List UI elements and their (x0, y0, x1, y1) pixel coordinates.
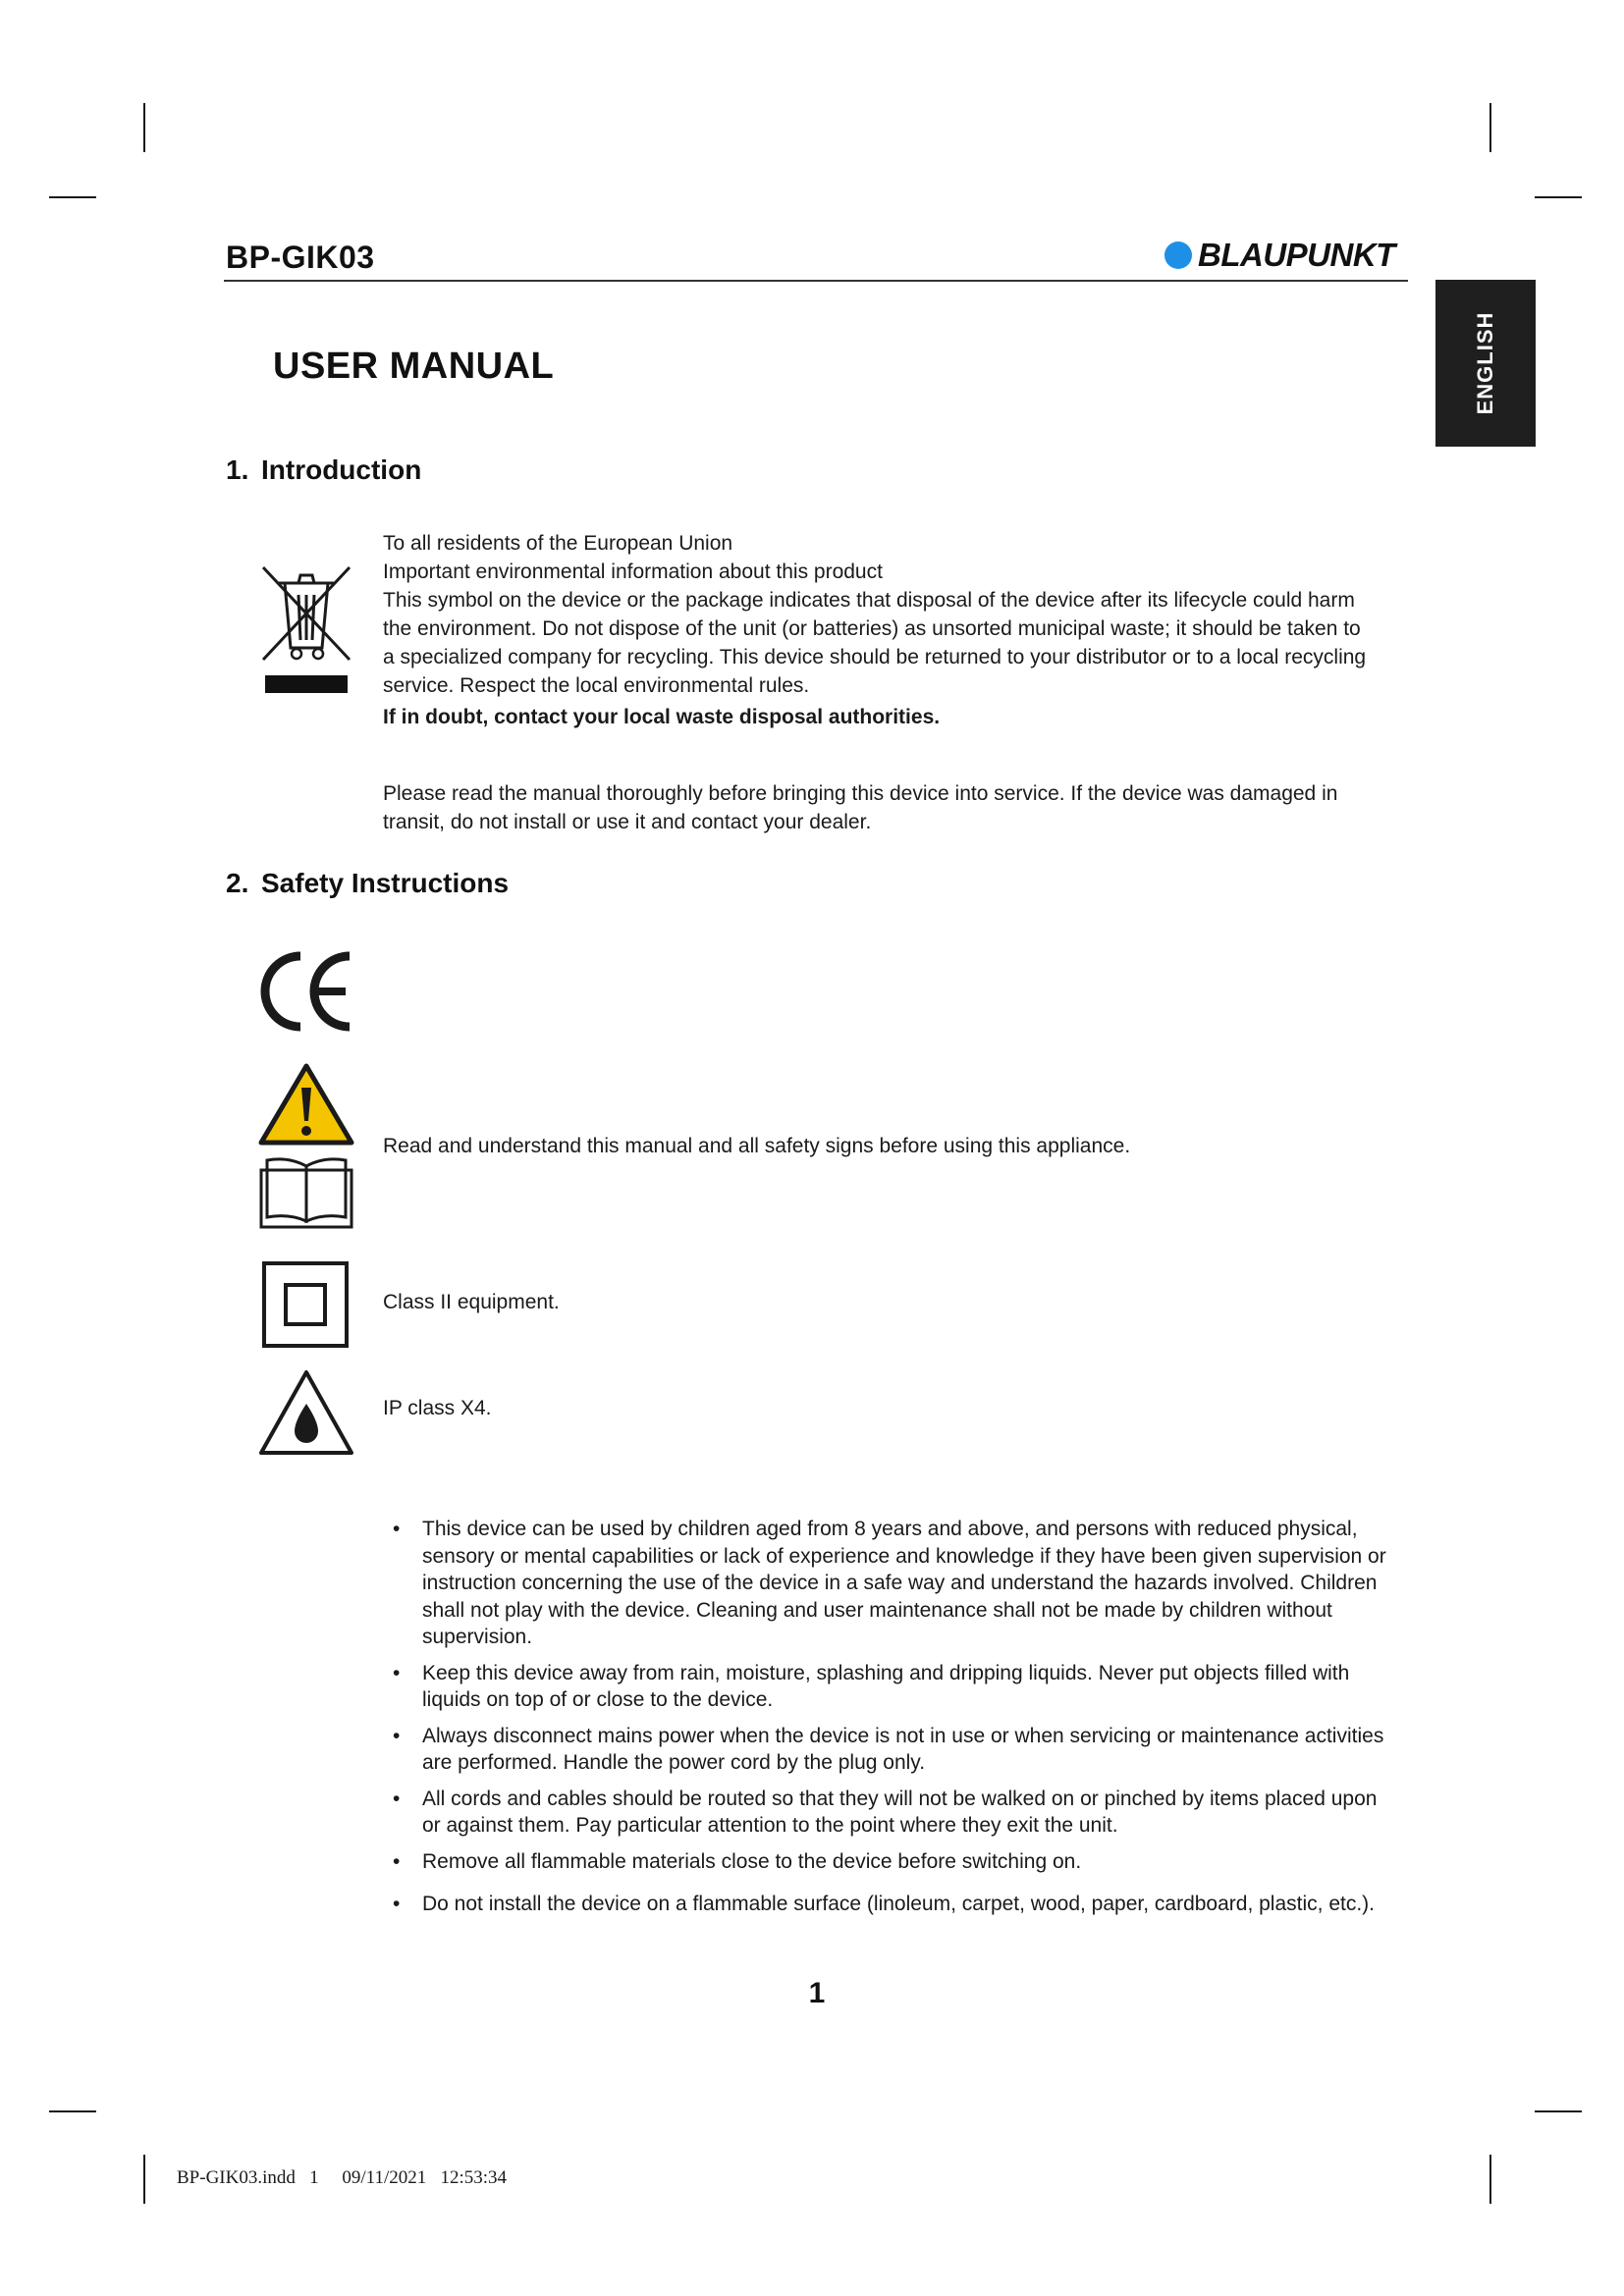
water-drop-triangle-icon (257, 1368, 355, 1457)
section-number: 2. (226, 868, 249, 898)
bullet-line: Remove all flammable materials close to the device before switching on. (422, 1849, 1082, 1873)
bullet-line: supervision. (422, 1626, 533, 1648)
brand-logo (1164, 236, 1395, 275)
intro-line: To all residents of the European Union (383, 532, 733, 555)
section-number: 1. (226, 454, 249, 485)
crop-mark (49, 2110, 96, 2112)
list-item (391, 1891, 1422, 1918)
ip-class-text: IP class X4. (383, 1397, 492, 1419)
list-item (391, 1660, 1422, 1714)
bullet-dot: • (393, 1893, 401, 1915)
crop-mark (1489, 103, 1491, 152)
list-item (391, 1723, 1422, 1777)
read-manual-text (383, 779, 1414, 836)
bullet-line: are performed. Handle the power cord by the plug only. (422, 1751, 926, 1774)
section-title: Safety Instructions (261, 868, 510, 898)
language-tab-label: ENGLISH (1473, 311, 1497, 415)
intro-line: Important environmental information about this product (383, 561, 883, 583)
safety-bullet-list (391, 1516, 1422, 1927)
bullet-dot: • (393, 1849, 401, 1873)
bullet-dot: • (393, 1787, 401, 1810)
bullet-dot: • (393, 1661, 401, 1684)
bullet-line: Always disconnect mains power when the device is not in use or when servicing or maintenance activities (422, 1724, 1384, 1747)
bullet-line: shall not play with the device. Cleaning and user maintenance shall not be made by children without (422, 1598, 1332, 1622)
read-manual-line: transit, do not install or use it and contact your dealer. (383, 811, 872, 833)
bullet-line: sensory or mental capabilities or lack of experience and knowledge if they have been given supervision or (422, 1544, 1386, 1568)
crop-mark (143, 2155, 145, 2204)
warning-triangle-icon (257, 1062, 355, 1147)
print-slug: BP-GIK03.indd 1 09/11/2021 12:53:34 (177, 2167, 508, 2188)
crop-mark (1535, 2110, 1582, 2112)
crop-mark (1535, 196, 1582, 198)
bullet-line: liquids on top of or close to the device. (422, 1688, 774, 1711)
crop-mark (143, 103, 145, 152)
weee-crossed-bin-icon (257, 561, 355, 699)
section-heading-introduction (226, 454, 421, 486)
section-title: Introduction (261, 454, 422, 485)
read-manual-sign-text: Read and understand this manual and all safety signs before using this appliance. (383, 1135, 1131, 1157)
model-number: BP-GIK03 (226, 240, 375, 275)
bullet-line: All cords and cables should be routed so that they will not be walked on or pinched by items placed upon (422, 1787, 1378, 1810)
bullet-line: Do not install the device on a flammable surface (linoleum, carpet, wood, paper, cardboard, plastic, etc.). (422, 1893, 1375, 1915)
page-title: USER MANUAL (273, 346, 555, 387)
intro-bold-note: If in doubt, contact your local waste disposal authorities. (383, 706, 941, 728)
crop-mark (1489, 2155, 1491, 2204)
crop-mark (49, 196, 96, 198)
brand-name: BLAUPUNKT (1198, 237, 1395, 273)
list-item (391, 1516, 1422, 1651)
intro-line: service. Respect the local environmental rules. (383, 674, 810, 697)
list-item (391, 1848, 1422, 1876)
intro-line: the environment. Do not dispose of the unit (or batteries) as unsorted municipal waste; it should be taken to (383, 617, 1361, 640)
class-ii-double-square-icon (261, 1260, 350, 1349)
language-tab (1435, 280, 1536, 447)
bullet-dot: • (393, 1724, 401, 1747)
brand-dot-icon (1164, 241, 1192, 269)
bullet-line: instruction concerning the use of the device in a safe way and understand the hazards involved. Children (422, 1572, 1378, 1594)
page-number: 1 (808, 1977, 826, 2009)
read-manual-line: Please read the manual thoroughly before bringing this device into service. If the device was damaged in (383, 782, 1338, 805)
class-ii-text: Class II equipment. (383, 1291, 560, 1313)
open-book-icon (257, 1152, 355, 1231)
bullet-dot: • (393, 1518, 401, 1540)
list-item (391, 1786, 1422, 1840)
intro-text (383, 529, 1414, 731)
bullet-line: Keep this device away from rain, moisture, splashing and dripping liquids. Never put objects filled with (422, 1661, 1350, 1684)
section-heading-safety (226, 868, 509, 899)
bullet-line: This device can be used by children aged from 8 years and above, and persons with reduced physical, (422, 1518, 1358, 1540)
intro-line: a specialized company for recycling. This device should be returned to your distributor or to a local recycling (383, 646, 1367, 668)
header-divider (224, 280, 1408, 282)
ce-mark-icon (257, 948, 355, 1033)
intro-line: This symbol on the device or the package indicates that disposal of the device after its lifecycle could harm (383, 589, 1355, 612)
bullet-line: or against them. Pay particular attention to the point where they exit the unit. (422, 1814, 1118, 1837)
